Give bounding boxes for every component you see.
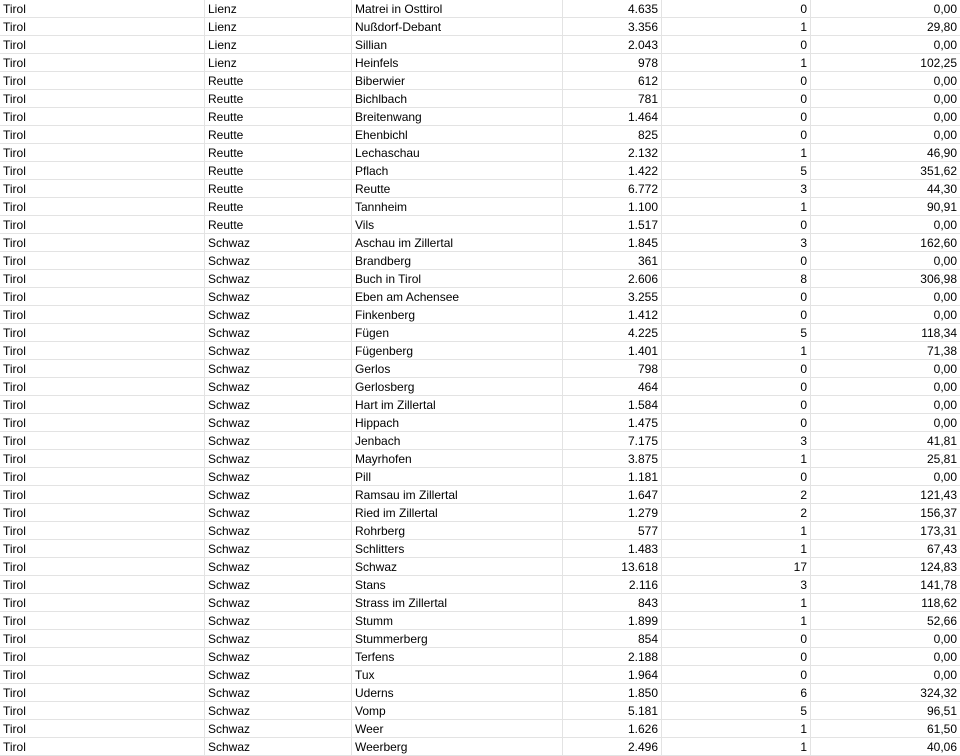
table-row [0,270,960,288]
cases-cell[interactable]: 1 [662,18,811,36]
population-cell[interactable]: 1.964 [563,666,662,684]
incidence-cell[interactable]: 124,83 [811,558,960,576]
municipality-cell[interactable]: Hart im Zillertal [352,396,563,414]
cases-cell[interactable]: 3 [662,576,811,594]
district-cell[interactable]: Reutte [205,198,352,216]
municipality-cell[interactable]: Stumm [352,612,563,630]
population-cell[interactable]: 1.899 [563,612,662,630]
population-cell[interactable]: 6.772 [563,180,662,198]
district-cell[interactable]: Schwaz [205,252,352,270]
incidence-cell[interactable]: 29,80 [811,18,960,36]
incidence-cell[interactable]: 0,00 [811,306,960,324]
municipality-cell[interactable]: Weer [352,720,563,738]
state-cell[interactable]: Tirol [0,594,205,612]
municipality-cell[interactable]: Finkenberg [352,306,563,324]
incidence-cell[interactable]: 0,00 [811,648,960,666]
district-cell[interactable]: Schwaz [205,540,352,558]
cases-cell[interactable]: 1 [662,720,811,738]
table-row [0,72,960,90]
table-row [0,360,960,378]
municipality-cell[interactable]: Gerlosberg [352,378,563,396]
incidence-cell[interactable]: 0,00 [811,396,960,414]
state-cell[interactable]: Tirol [0,558,205,576]
table-row [0,738,960,756]
state-cell[interactable]: Tirol [0,126,205,144]
district-cell[interactable]: Schwaz [205,378,352,396]
cases-cell[interactable]: 6 [662,684,811,702]
cases-cell[interactable]: 0 [662,0,811,18]
district-cell[interactable]: Schwaz [205,450,352,468]
incidence-cell[interactable]: 0,00 [811,108,960,126]
cases-cell[interactable]: 1 [662,342,811,360]
district-cell[interactable]: Reutte [205,90,352,108]
population-cell[interactable]: 1.401 [563,342,662,360]
table-row [0,234,960,252]
table-row [0,630,960,648]
state-cell[interactable]: Tirol [0,504,205,522]
municipality-cell[interactable]: Matrei in Osttirol [352,0,563,18]
table-row [0,702,960,720]
municipality-cell[interactable]: Terfens [352,648,563,666]
municipality-cell[interactable]: Jenbach [352,432,563,450]
cases-cell[interactable]: 3 [662,180,811,198]
population-cell[interactable]: 825 [563,126,662,144]
municipality-cell[interactable]: Nußdorf-Debant [352,18,563,36]
cases-cell[interactable]: 1 [662,522,811,540]
table-row [0,720,960,738]
district-cell[interactable]: Schwaz [205,648,352,666]
municipality-cell[interactable]: Breitenwang [352,108,563,126]
cases-cell[interactable]: 2 [662,504,811,522]
municipality-cell[interactable]: Brandberg [352,252,563,270]
state-cell[interactable]: Tirol [0,252,205,270]
incidence-cell[interactable]: 0,00 [811,378,960,396]
district-cell[interactable]: Schwaz [205,288,352,306]
state-cell[interactable]: Tirol [0,324,205,342]
table-row [0,18,960,36]
state-cell[interactable]: Tirol [0,684,205,702]
district-cell[interactable]: Schwaz [205,558,352,576]
cases-cell[interactable]: 1 [662,144,811,162]
cases-cell[interactable]: 2 [662,486,811,504]
table-row [0,522,960,540]
incidence-cell[interactable]: 0,00 [811,36,960,54]
cases-cell[interactable]: 5 [662,702,811,720]
state-cell[interactable]: Tirol [0,630,205,648]
table-row [0,648,960,666]
state-cell[interactable]: Tirol [0,396,205,414]
municipality-cell[interactable]: Mayrhofen [352,450,563,468]
district-cell[interactable]: Schwaz [205,594,352,612]
municipality-cell[interactable]: Buch in Tirol [352,270,563,288]
district-cell[interactable]: Schwaz [205,504,352,522]
municipality-cell[interactable]: Stummerberg [352,630,563,648]
table-row [0,540,960,558]
district-cell[interactable]: Schwaz [205,702,352,720]
district-cell[interactable]: Schwaz [205,396,352,414]
table-row [0,414,960,432]
population-cell[interactable]: 1.517 [563,216,662,234]
municipality-cell[interactable]: Hippach [352,414,563,432]
population-cell[interactable]: 612 [563,72,662,90]
table-row [0,54,960,72]
population-cell[interactable]: 1.422 [563,162,662,180]
cases-cell[interactable]: 0 [662,468,811,486]
state-cell[interactable]: Tirol [0,54,205,72]
table-row [0,90,960,108]
population-cell[interactable]: 464 [563,378,662,396]
table-row [0,216,960,234]
population-cell[interactable]: 1.181 [563,468,662,486]
state-cell[interactable]: Tirol [0,144,205,162]
cases-cell[interactable]: 0 [662,414,811,432]
district-cell[interactable]: Schwaz [205,270,352,288]
state-cell[interactable]: Tirol [0,612,205,630]
district-cell[interactable]: Schwaz [205,486,352,504]
incidence-cell[interactable]: 306,98 [811,270,960,288]
table-row [0,108,960,126]
incidence-cell[interactable]: 0,00 [811,666,960,684]
state-cell[interactable]: Tirol [0,198,205,216]
cases-cell[interactable]: 0 [662,36,811,54]
state-cell[interactable]: Tirol [0,414,205,432]
cases-cell[interactable]: 0 [662,216,811,234]
state-cell[interactable]: Tirol [0,738,205,756]
state-cell[interactable]: Tirol [0,72,205,90]
table-row [0,612,960,630]
municipality-cell[interactable]: Tannheim [352,198,563,216]
district-cell[interactable]: Lienz [205,54,352,72]
population-cell[interactable]: 2.043 [563,36,662,54]
table-row [0,342,960,360]
table-row [0,36,960,54]
state-cell[interactable]: Tirol [0,450,205,468]
cases-cell[interactable]: 5 [662,324,811,342]
population-cell[interactable]: 1.584 [563,396,662,414]
incidence-cell[interactable]: 0,00 [811,630,960,648]
state-cell[interactable]: Tirol [0,648,205,666]
population-cell[interactable]: 4.635 [563,0,662,18]
population-cell[interactable]: 2.116 [563,576,662,594]
population-cell[interactable]: 798 [563,360,662,378]
municipality-cell[interactable]: Lechaschau [352,144,563,162]
state-cell[interactable]: Tirol [0,342,205,360]
incidence-cell[interactable]: 0,00 [811,468,960,486]
municipality-cell[interactable]: Schwaz [352,558,563,576]
cases-cell[interactable]: 3 [662,234,811,252]
municipality-cell[interactable]: Sillian [352,36,563,54]
population-cell[interactable]: 1.626 [563,720,662,738]
municipality-cell[interactable]: Pill [352,468,563,486]
population-cell[interactable]: 5.181 [563,702,662,720]
district-cell[interactable]: Schwaz [205,612,352,630]
population-cell[interactable]: 1.483 [563,540,662,558]
population-cell[interactable]: 2.606 [563,270,662,288]
population-cell[interactable]: 13.618 [563,558,662,576]
incidence-cell[interactable]: 324,32 [811,684,960,702]
incidence-cell[interactable]: 156,37 [811,504,960,522]
state-cell[interactable]: Tirol [0,522,205,540]
municipality-cell[interactable]: Ehenbichl [352,126,563,144]
district-cell[interactable]: Schwaz [205,234,352,252]
district-cell[interactable]: Schwaz [205,720,352,738]
incidence-cell[interactable]: 0,00 [811,216,960,234]
incidence-cell[interactable]: 0,00 [811,288,960,306]
cases-cell[interactable]: 0 [662,108,811,126]
cases-cell[interactable]: 0 [662,126,811,144]
district-cell[interactable]: Schwaz [205,522,352,540]
municipality-cell[interactable]: Eben am Achensee [352,288,563,306]
municipality-cell[interactable]: Ramsau im Zillertal [352,486,563,504]
table-row [0,594,960,612]
district-cell[interactable]: Schwaz [205,738,352,756]
incidence-cell[interactable]: 90,91 [811,198,960,216]
population-cell[interactable]: 854 [563,630,662,648]
municipality-cell[interactable]: Aschau im Zillertal [352,234,563,252]
state-cell[interactable]: Tirol [0,540,205,558]
district-cell[interactable]: Reutte [205,72,352,90]
state-cell[interactable]: Tirol [0,234,205,252]
incidence-cell[interactable]: 0,00 [811,90,960,108]
table-row [0,198,960,216]
incidence-cell[interactable]: 0,00 [811,0,960,18]
population-cell[interactable]: 1.845 [563,234,662,252]
municipality-cell[interactable]: Gerlos [352,360,563,378]
municipality-cell[interactable]: Weerberg [352,738,563,756]
table-row [0,504,960,522]
incidence-cell[interactable]: 173,31 [811,522,960,540]
population-cell[interactable]: 1.412 [563,306,662,324]
table-row [0,144,960,162]
municipality-cell[interactable]: Vomp [352,702,563,720]
incidence-cell[interactable]: 52,66 [811,612,960,630]
cases-cell[interactable]: 0 [662,72,811,90]
state-cell[interactable]: Tirol [0,720,205,738]
district-cell[interactable]: Reutte [205,162,352,180]
population-cell[interactable]: 361 [563,252,662,270]
municipality-cell[interactable]: Tux [352,666,563,684]
municipality-cell[interactable]: Ried im Zillertal [352,504,563,522]
cases-cell[interactable]: 0 [662,396,811,414]
district-cell[interactable]: Schwaz [205,432,352,450]
table-row [0,450,960,468]
municipality-cell[interactable]: Stans [352,576,563,594]
cases-cell[interactable]: 1 [662,450,811,468]
district-cell[interactable]: Schwaz [205,576,352,594]
district-cell[interactable]: Lienz [205,36,352,54]
incidence-cell[interactable]: 0,00 [811,126,960,144]
population-cell[interactable]: 2.188 [563,648,662,666]
cases-cell[interactable]: 0 [662,648,811,666]
state-cell[interactable]: Tirol [0,576,205,594]
state-cell[interactable]: Tirol [0,36,205,54]
municipality-cell[interactable]: Fügen [352,324,563,342]
municipality-cell[interactable]: Reutte [352,180,563,198]
cases-cell[interactable]: 3 [662,432,811,450]
population-cell[interactable]: 1.647 [563,486,662,504]
table-row [0,486,960,504]
table-row [0,396,960,414]
table-row [0,684,960,702]
municipality-cell[interactable]: Uderns [352,684,563,702]
population-cell[interactable]: 7.175 [563,432,662,450]
table-row [0,126,960,144]
table-row [0,666,960,684]
table-row [0,288,960,306]
incidence-cell[interactable]: 118,34 [811,324,960,342]
population-cell[interactable]: 1.100 [563,198,662,216]
district-cell[interactable]: Reutte [205,216,352,234]
district-cell[interactable]: Schwaz [205,666,352,684]
incidence-cell[interactable]: 41,81 [811,432,960,450]
state-cell[interactable]: Tirol [0,666,205,684]
cases-cell[interactable]: 1 [662,540,811,558]
cases-cell[interactable]: 1 [662,54,811,72]
state-cell[interactable]: Tirol [0,486,205,504]
cases-cell[interactable]: 0 [662,378,811,396]
table-row [0,0,960,18]
district-cell[interactable]: Schwaz [205,324,352,342]
population-cell[interactable]: 843 [563,594,662,612]
district-cell[interactable]: Schwaz [205,468,352,486]
incidence-cell[interactable]: 46,90 [811,144,960,162]
incidence-cell[interactable]: 121,43 [811,486,960,504]
cases-cell[interactable]: 0 [662,630,811,648]
cases-cell[interactable]: 1 [662,594,811,612]
incidence-cell[interactable]: 351,62 [811,162,960,180]
district-cell[interactable]: Reutte [205,144,352,162]
cases-cell[interactable]: 0 [662,252,811,270]
state-cell[interactable]: Tirol [0,702,205,720]
district-cell[interactable]: Reutte [205,108,352,126]
state-cell[interactable]: Tirol [0,360,205,378]
district-cell[interactable]: Schwaz [205,630,352,648]
population-cell[interactable]: 781 [563,90,662,108]
cases-cell[interactable]: 1 [662,198,811,216]
table-row [0,432,960,450]
population-cell[interactable]: 1.279 [563,504,662,522]
cases-cell[interactable]: 5 [662,162,811,180]
state-cell[interactable]: Tirol [0,0,205,18]
municipality-cell[interactable]: Pflach [352,162,563,180]
table-row [0,180,960,198]
state-cell[interactable]: Tirol [0,288,205,306]
table-row [0,558,960,576]
cases-cell[interactable]: 1 [662,612,811,630]
state-cell[interactable]: Tirol [0,468,205,486]
municipality-cell[interactable]: Heinfels [352,54,563,72]
incidence-cell[interactable]: 0,00 [811,252,960,270]
district-cell[interactable]: Schwaz [205,342,352,360]
incidence-cell[interactable]: 0,00 [811,360,960,378]
district-cell[interactable]: Lienz [205,18,352,36]
incidence-cell[interactable]: 162,60 [811,234,960,252]
incidence-cell[interactable]: 102,25 [811,54,960,72]
state-cell[interactable]: Tirol [0,216,205,234]
district-cell[interactable]: Lienz [205,0,352,18]
table-row [0,162,960,180]
cases-cell[interactable]: 17 [662,558,811,576]
table-row [0,306,960,324]
state-cell[interactable]: Tirol [0,90,205,108]
incidence-cell[interactable]: 67,43 [811,540,960,558]
population-cell[interactable]: 3.356 [563,18,662,36]
cases-cell[interactable]: 0 [662,360,811,378]
table-row [0,378,960,396]
cases-cell[interactable]: 8 [662,270,811,288]
incidence-cell[interactable]: 40,06 [811,738,960,756]
municipality-cell[interactable]: Fügenberg [352,342,563,360]
population-cell[interactable]: 1.475 [563,414,662,432]
state-cell[interactable]: Tirol [0,270,205,288]
cases-cell[interactable]: 0 [662,666,811,684]
state-cell[interactable]: Tirol [0,378,205,396]
incidence-cell[interactable]: 0,00 [811,414,960,432]
state-cell[interactable]: Tirol [0,108,205,126]
cases-cell[interactable]: 1 [662,738,811,756]
cases-cell[interactable]: 0 [662,90,811,108]
population-cell[interactable]: 1.464 [563,108,662,126]
table-row [0,468,960,486]
municipality-cell[interactable]: Rohrberg [352,522,563,540]
table-row [0,576,960,594]
state-cell[interactable]: Tirol [0,18,205,36]
state-cell[interactable]: Tirol [0,306,205,324]
incidence-cell[interactable]: 25,81 [811,450,960,468]
incidence-cell[interactable]: 96,51 [811,702,960,720]
municipality-cell[interactable]: Vils [352,216,563,234]
population-cell[interactable]: 3.255 [563,288,662,306]
incidence-cell[interactable]: 118,62 [811,594,960,612]
incidence-cell[interactable]: 141,78 [811,576,960,594]
district-cell[interactable]: Schwaz [205,684,352,702]
municipality-cell[interactable]: Biberwier [352,72,563,90]
district-cell[interactable]: Reutte [205,126,352,144]
district-cell[interactable]: Schwaz [205,306,352,324]
municipality-cell[interactable]: Bichlbach [352,90,563,108]
incidence-cell[interactable]: 71,38 [811,342,960,360]
municipality-cell[interactable]: Schlitters [352,540,563,558]
population-cell[interactable]: 4.225 [563,324,662,342]
incidence-cell[interactable]: 0,00 [811,72,960,90]
cases-cell[interactable]: 0 [662,306,811,324]
table-row [0,324,960,342]
population-cell[interactable]: 2.132 [563,144,662,162]
population-cell[interactable]: 1.850 [563,684,662,702]
population-cell[interactable]: 2.496 [563,738,662,756]
district-cell[interactable]: Reutte [205,180,352,198]
cases-cell[interactable]: 0 [662,288,811,306]
population-cell[interactable]: 3.875 [563,450,662,468]
population-cell[interactable]: 577 [563,522,662,540]
district-cell[interactable]: Schwaz [205,360,352,378]
district-cell[interactable]: Schwaz [205,414,352,432]
incidence-cell[interactable]: 61,50 [811,720,960,738]
state-cell[interactable]: Tirol [0,432,205,450]
incidence-cell[interactable]: 44,30 [811,180,960,198]
state-cell[interactable]: Tirol [0,162,205,180]
population-cell[interactable]: 978 [563,54,662,72]
municipality-cell[interactable]: Strass im Zillertal [352,594,563,612]
state-cell[interactable]: Tirol [0,180,205,198]
table-row [0,252,960,270]
